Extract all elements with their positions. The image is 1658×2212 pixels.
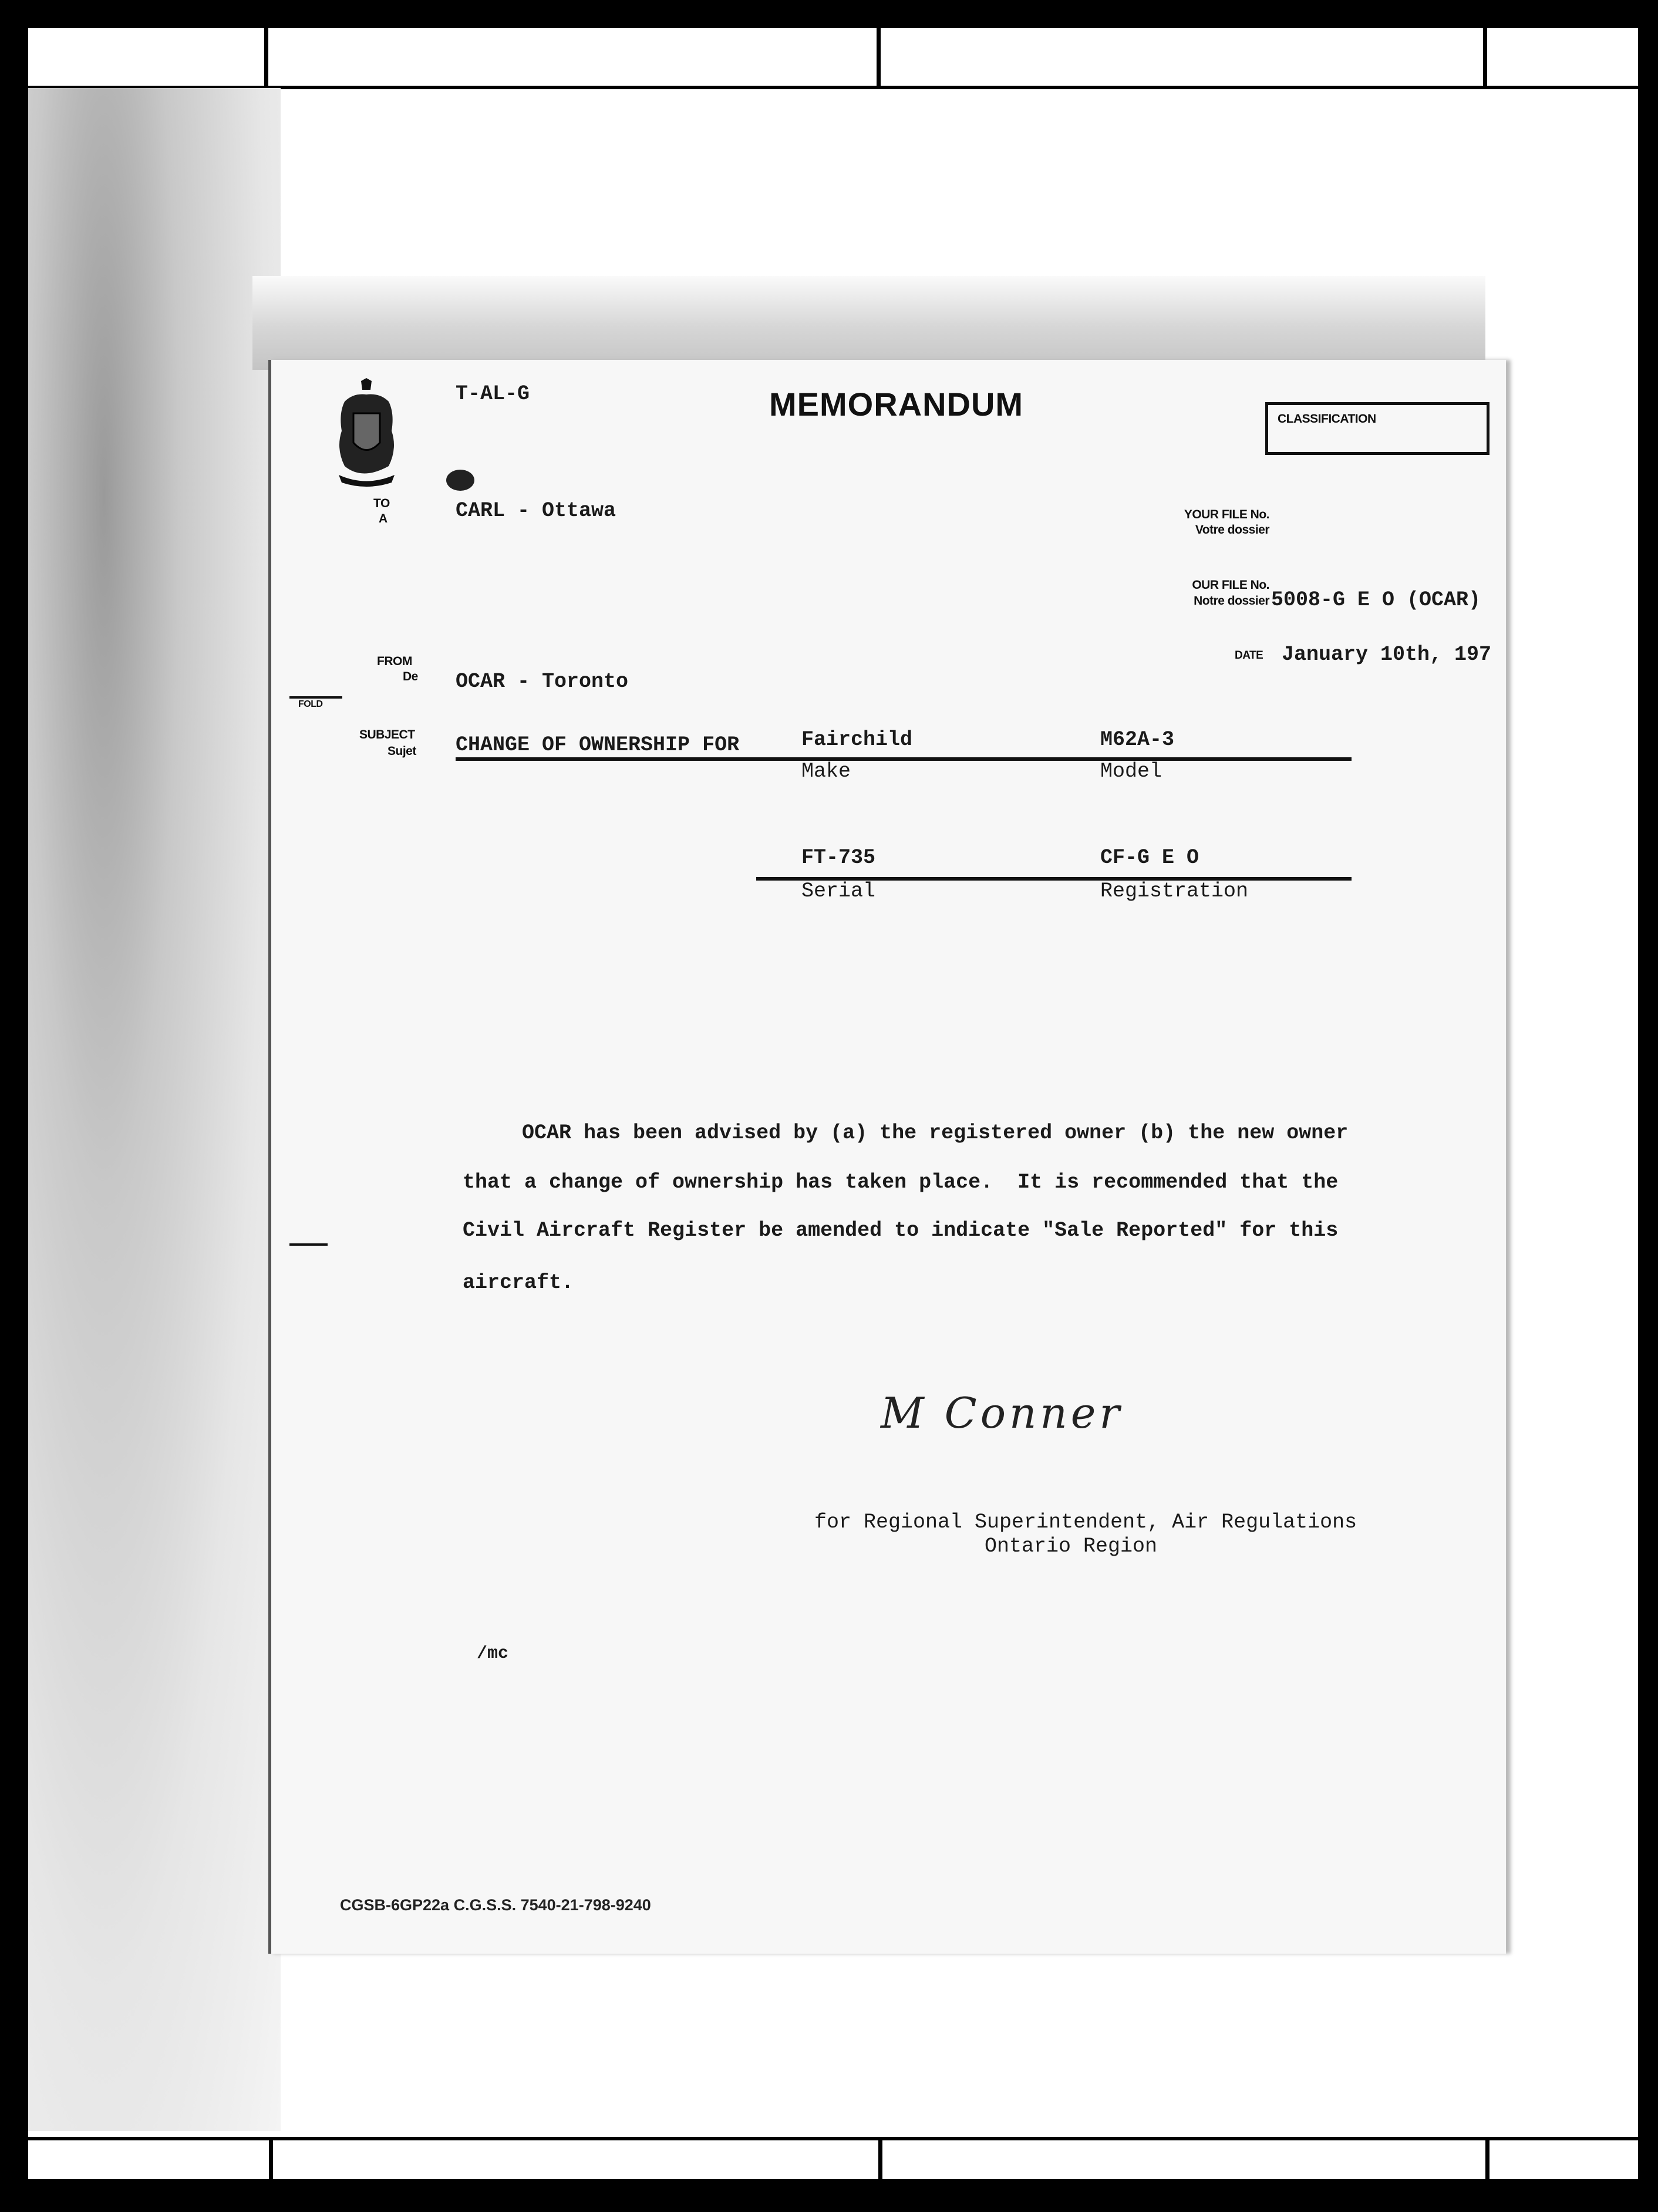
subject-label: SUBJECT xyxy=(359,728,415,741)
registration-value: CF-G E O xyxy=(1100,846,1199,869)
frame-right xyxy=(1638,0,1658,2212)
serial-value: FT-735 xyxy=(801,846,876,869)
typist-initials: /mc xyxy=(477,1644,509,1664)
frame-divider xyxy=(1483,28,1487,87)
make-label: Make xyxy=(801,760,851,783)
our-file-label-fr: Notre dossier xyxy=(1194,594,1269,608)
frame-left xyxy=(0,0,28,2212)
to-label: TO xyxy=(373,497,390,510)
signatory-line1: for Regional Superintendent, Air Regulations xyxy=(814,1510,1357,1534)
frame-top xyxy=(0,0,1658,28)
make-value: Fairchild xyxy=(801,728,913,751)
model-value: M62A-3 xyxy=(1100,728,1175,751)
from-label-fr: De xyxy=(403,670,418,683)
model-label: Model xyxy=(1100,760,1162,783)
signatory-line2: Ontario Region xyxy=(985,1535,1158,1558)
date-value: January 10th, 197 xyxy=(1282,643,1492,666)
our-file-label: OUR FILE No. xyxy=(1192,578,1269,592)
registration-label: Registration xyxy=(1100,879,1249,903)
from-label: FROM xyxy=(377,655,412,668)
body-line: Civil Aircraft Register be amended to indicate "Sale Reported" for this xyxy=(463,1219,1339,1242)
background-shadow xyxy=(28,88,281,2131)
your-file-label-fr: Votre dossier xyxy=(1195,523,1269,537)
memo-title: MEMORANDUM xyxy=(769,386,1024,423)
subject-rule xyxy=(456,757,1352,761)
subject-label-fr: Sujet xyxy=(387,744,416,758)
reference-code: T-AL-G xyxy=(456,382,530,406)
fold-label: FOLD xyxy=(298,699,323,709)
subject-value: CHANGE OF OWNERSHIP FOR xyxy=(456,733,740,757)
punch-hole-mark xyxy=(446,470,474,491)
classification-box xyxy=(1265,402,1489,455)
frame-divider xyxy=(264,28,268,87)
form-number: CGSB-6GP22a C.G.S.S. 7540-21-798-9240 xyxy=(340,1896,651,1914)
frame-divider xyxy=(878,2140,882,2179)
serial-label: Serial xyxy=(801,879,876,903)
frame-divider xyxy=(269,2140,273,2179)
to-label-fr: A xyxy=(379,512,387,525)
your-file-label: YOUR FILE No. xyxy=(1184,508,1269,521)
margin-mark xyxy=(289,1243,328,1246)
body-line: aircraft. xyxy=(463,1271,574,1294)
body-line: OCAR has been advised by (a) the registered owner (b) the new owner xyxy=(522,1121,1349,1145)
fold-mark xyxy=(289,696,342,699)
frame-divider xyxy=(877,28,881,87)
our-file-value: 5008-G E O (OCAR) xyxy=(1271,588,1481,612)
background-shadow-top xyxy=(252,276,1485,370)
to-value: CARL - Ottawa xyxy=(456,499,616,522)
date-label: DATE xyxy=(1235,649,1263,662)
classification-label: CLASSIFICATION xyxy=(1278,412,1376,426)
frame-divider xyxy=(1485,2140,1489,2179)
coat-of-arms-icon xyxy=(327,378,406,487)
from-value: OCAR - Toronto xyxy=(456,670,629,693)
body-line: that a change of ownership has taken place. It is recommended that the xyxy=(463,1171,1339,1194)
signature: M Conner xyxy=(881,1388,1123,1438)
frame-bottom xyxy=(0,2179,1658,2212)
